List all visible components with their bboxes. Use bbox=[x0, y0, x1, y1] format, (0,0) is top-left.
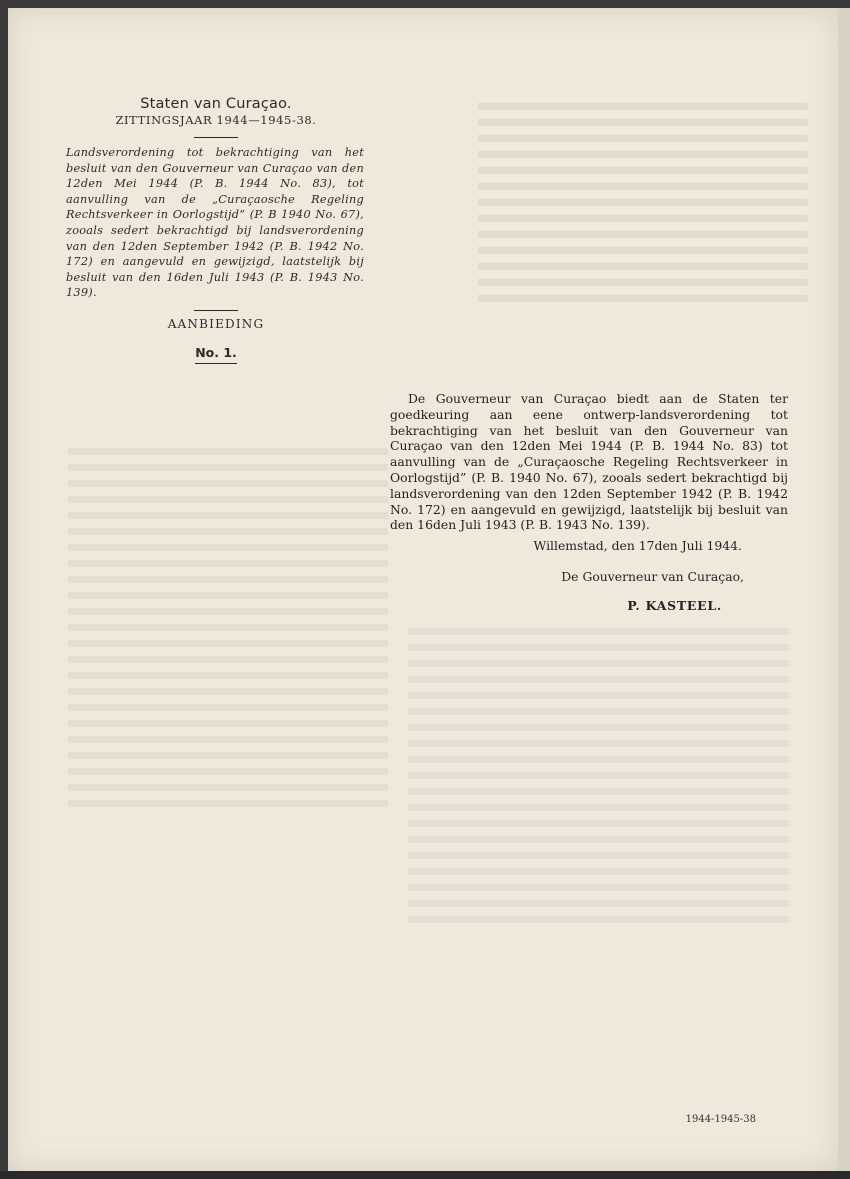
place-and-date: Willemstad, den 17den Juli 1944. bbox=[533, 538, 742, 553]
document-number: No. 1. bbox=[195, 345, 237, 364]
divider bbox=[194, 310, 238, 311]
bleed-through-right bbox=[478, 103, 808, 303]
section-heading: AANBIEDING bbox=[167, 316, 265, 331]
footer-code: 1944-1945-38 bbox=[685, 1114, 756, 1125]
signatory-role: De Gouverneur van Curaçao, bbox=[561, 569, 744, 584]
bleed-through-lower bbox=[408, 628, 788, 928]
document-page bbox=[8, 8, 838, 1171]
ordinance-summary: Landsverordening tot bekrachtiging van het besluit van den Gouverneur van Curaçao van den 12den Mei 1944 (P. B. 1944 No. 83), tot aanvulling van de „Curaçaosche Regeling Rechtsverkeer in Oorlogstijd” (P. B 1940 No. 67), zooals sedert bekrachtigd bij landsverordening van den 12den September 1942 (P. B. 1942 No. 172) en aangevuld en gewijzigd, laatstelijk bij besluit van den 16den Juli 1943 (P. B. 1943 No. 139). bbox=[66, 146, 364, 300]
scan-border bbox=[0, 1171, 850, 1179]
signatory-name: P. KASTEEL. bbox=[627, 598, 722, 613]
divider bbox=[194, 137, 238, 138]
bleed-through-middle bbox=[68, 448, 388, 808]
left-column bbox=[66, 96, 366, 364]
page-edge bbox=[838, 8, 850, 1171]
session-year: ZITTINGSJAAR 1944—1945-38. bbox=[115, 113, 317, 127]
document-title: Staten van Curaçao. bbox=[140, 96, 292, 112]
main-paragraph: De Gouverneur van Curaçao biedt aan de Staten ter goedkeuring aan eene ontwerp-landsverordening tot bekrachtiging van het besluit van den Gouverneur van Curaçao van den 12den Mei 1944 (P. B. 1944 No. 83) tot aanvulling van de „Curaçaosche Regeling Rechtsverkeer in Oorlogstijd” (P. B. 1940 No. 67), zooals sedert bekrachtigd bij landsverordening van den 12den September 1942 (P. B. 1942 No. 172) en aangevuld en gewijzigd, laatstelijk bij besluit van den 16den Juli 1943 (P. B. 1943 No. 139). bbox=[390, 391, 788, 533]
